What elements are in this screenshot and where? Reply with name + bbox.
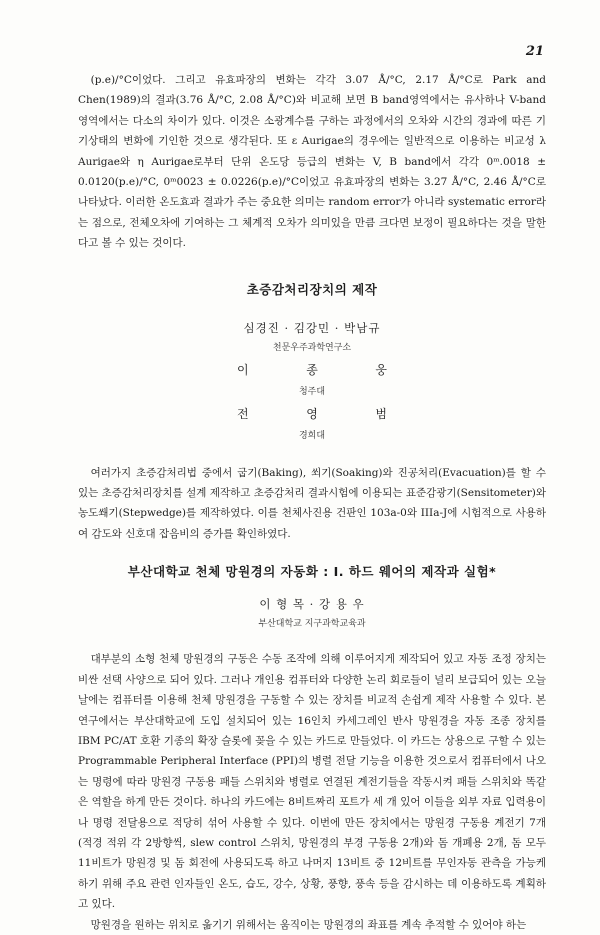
- section1-authors: 심경진 · 김강민 · 박남규: [243, 320, 381, 335]
- section1-author2: [237, 361, 387, 378]
- author3-char: 범: [375, 406, 387, 421]
- section2-paragraph: 망원경을 원하는 위치로 옮기기 위해서는 움직이는 망원경의 좌표를 계속 추적할 수 있어야 하는: [90, 918, 527, 931]
- author3-char: 영: [306, 406, 318, 421]
- intro-paragraph: (p.e)/°C이었다. 그리고 유효파장의 변화는 각각 3.07 Å/°C, 2.17 Å/°C로 Park and Chen(1989)의 결과(3.76 Å/°C, 2.08 Å/°C)와 비교해 보면 B band영역에서는 유사하나 V-band 영역에서는 다소의 차이가 있다. 이것은 소광계수를 구하는 과정에서의 오차와 시간의 경과에 따른 기기상태의 변화에 기인한 것으로 생각된다. 또 ε Aurigae의 경우에는 일반적으로 이용하는 비교성 λ Aurigae와 η Aurigae로부터 단위 온도당 등급의 변화는 V, B band에서 각각 0ᵐ.0018 ± 0.0120(p.e)/°C, 0ᵐ0023 ± 0.0226(p.e)/°C이었고 유효파장의 변화는 3.27 Å/°C, 2.46 Å/°C로 나타났다. 이러한 온도효과 결과가 주는 중요한 의미는 random error가 아니라 systematic error라는 점으로, 전체오차에 기여하는 그 체계적 오차가 의미있을 만큼 크다면 보정이 필요하다는 것을 말한다고 볼 수 있는 것이다.: [78, 74, 546, 250]
- author2-char: 이: [237, 362, 249, 377]
- section1-author3: [237, 405, 387, 422]
- section2-body: [78, 649, 546, 935]
- section2-affiliation: 부산대학교 지구과학교육과: [258, 619, 366, 630]
- page-content: [78, 70, 546, 935]
- section2-title: 부산대학교 천체 망원경의 자동화 : Ⅰ. 하드 웨어의 제작과 실험*: [127, 564, 497, 580]
- section1-abstract: 여러가지 초증감처리법 중에서 굽기(Baking), 쐬기(Soaking)와 진공처리(Evacuation)를 할 수 있는 초증감처리장치를 설계 제작하고 초증감처리 결과시험에 이용되는 표준감광기(Sensitometer)와 농도쐐기(Stepwedge)를 제작하였다. 이를 천체사진용 건판인 103a-0와 IIIa-J에 시험적으로 사용하여 감도와 신호대 잡음비의 증가를 확인하였다.: [78, 466, 546, 540]
- section1-author2-affiliation: 청주대: [298, 386, 326, 397]
- author2-char: 웅: [375, 362, 387, 377]
- author2-char: 종: [306, 362, 318, 377]
- section1-author3-affiliation: 경희대: [298, 430, 326, 441]
- page-number: 21: [525, 44, 544, 59]
- section1-affiliation: 천문우주과학연구소: [272, 342, 352, 353]
- section1-title: 초증감처리장치의 제작: [246, 281, 378, 297]
- author3-char: 전: [237, 406, 249, 421]
- section2-authors: 이 형 목 · 강 용 우: [259, 597, 365, 612]
- section2-paragraph: 대부분의 소형 천체 망원경의 구동은 수동 조작에 의해 이루어지게 제작되어 있고 자동 조정 장치는 비싼 선택 사양으로 되어 있다. 그러나 개인용 컴퓨터와 다양한 논리 회로들이 널리 보급되어 있는 오늘날에는 컴퓨터를 이용해 천체 망원경을 구동할 수 있는 장치를 비교적 손쉽게 제작 사용할 수 있다. 본 연구에서는 부산대학교에 도입 설치되어 있는 16인치 카세그레인 반사 망원경을 자동 조종 장치를 IBM PC/AT 호환 기종의 확장 슬롯에 꽂을 수 있는 카드로 만들었다. 이 카드는 상용으로 구할 수 있는 Programmable Peripheral Interface (PPI)의 병렬 전달 기능을 이용한 것으로서 컴퓨터에서 나오는 명령에 따라 망원경 구동용 패들 스위치와 병렬로 연결된 계전기들을 작동시켜 패들 스위치와 똑같은 역할을 하게 만든 것이다. 하나의 카드에는 8비트짜리 포트가 세 개 있어 이들을 외부 자료 입력용이나 명령 전달용으로 적당히 섞어 사용할 수 있다. 이번에 만든 장치에서는 망원경 구동용 계전기 7개 (적경 적위 각 2방향씩, slew control 스위치, 망원경의 부경 구동용 2개)와 돔 개폐용 2개, 돔 모두 11비트가 망원경 및 돔 회전에 사용되도록 하고 나머지 13비트 중 12비트를 무인자동 관측을 가능케 하기 위해 주요 관련 인자들인 온도, 습도, 강수, 상황, 풍향, 풍속 등을 감시하는 데 이용하도록 계획하고 있다.: [78, 653, 546, 911]
